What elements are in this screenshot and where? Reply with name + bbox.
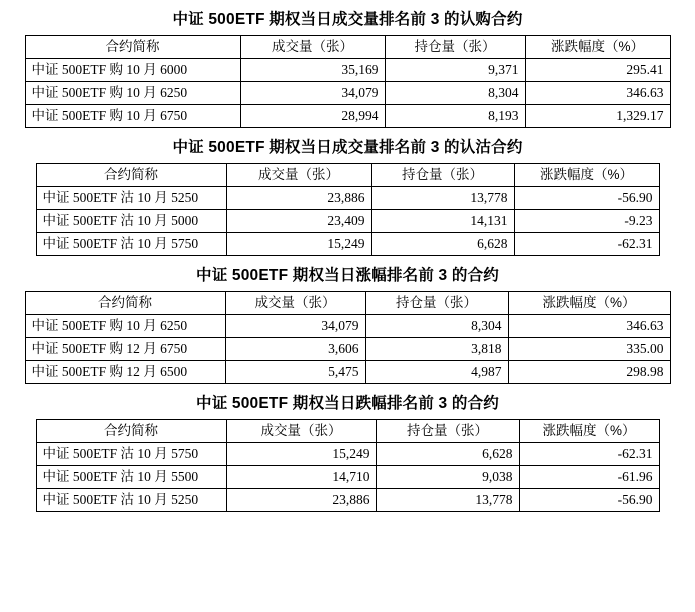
numeric-cell: 35,169 xyxy=(240,59,385,82)
numeric-cell: 23,886 xyxy=(226,187,371,210)
numeric-cell: 15,249 xyxy=(226,233,371,256)
table-row xyxy=(36,443,659,466)
column-header: 合约简称 xyxy=(36,164,226,187)
table-row xyxy=(25,338,670,361)
column-header: 涨跌幅度（%） xyxy=(514,164,659,187)
table-row xyxy=(36,233,659,256)
numeric-cell: 15,249 xyxy=(226,443,376,466)
contract-name-cell: 中证 500ETF 购 10 月 6250 xyxy=(25,315,225,338)
table-header-row xyxy=(25,292,670,315)
numeric-cell: 34,079 xyxy=(240,82,385,105)
numeric-cell: 14,710 xyxy=(226,466,376,489)
numeric-cell: -62.31 xyxy=(514,233,659,256)
column-header: 涨跌幅度（%） xyxy=(519,420,659,443)
section-title: 中证 500ETF 期权当日涨幅排名前 3 的合约 xyxy=(196,267,499,284)
table-row xyxy=(36,466,659,489)
column-header: 持仓量（张） xyxy=(385,36,525,59)
numeric-cell: 28,994 xyxy=(240,105,385,128)
contracts-table xyxy=(36,419,660,512)
report-section xyxy=(0,256,695,384)
contract-name-cell: 中证 500ETF 沽 10 月 5750 xyxy=(36,443,226,466)
numeric-cell: 1,329.17 xyxy=(525,105,670,128)
table-header-row xyxy=(36,164,659,187)
table-row xyxy=(36,210,659,233)
table-row xyxy=(25,59,670,82)
column-header: 涨跌幅度（%） xyxy=(525,36,670,59)
numeric-cell: -56.90 xyxy=(519,489,659,512)
section-title: 中证 500ETF 期权当日跌幅排名前 3 的合约 xyxy=(196,395,499,412)
table-row xyxy=(36,187,659,210)
table-row xyxy=(25,315,670,338)
numeric-cell: -56.90 xyxy=(514,187,659,210)
table-row xyxy=(36,489,659,512)
numeric-cell: 346.63 xyxy=(525,82,670,105)
numeric-cell: 8,193 xyxy=(385,105,525,128)
contract-name-cell: 中证 500ETF 购 10 月 6750 xyxy=(25,105,240,128)
numeric-cell: -61.96 xyxy=(519,466,659,489)
column-header: 持仓量（张） xyxy=(365,292,508,315)
numeric-cell: -9.23 xyxy=(514,210,659,233)
numeric-cell: -62.31 xyxy=(519,443,659,466)
numeric-cell: 9,038 xyxy=(376,466,519,489)
column-header: 合约简称 xyxy=(25,292,225,315)
numeric-cell: 6,628 xyxy=(371,233,514,256)
contracts-table xyxy=(36,163,660,256)
column-header: 成交量（张） xyxy=(240,36,385,59)
numeric-cell: 9,371 xyxy=(385,59,525,82)
column-header: 合约简称 xyxy=(36,420,226,443)
numeric-cell: 8,304 xyxy=(385,82,525,105)
column-header: 成交量（张） xyxy=(226,420,376,443)
numeric-cell: 34,079 xyxy=(225,315,365,338)
contract-name-cell: 中证 500ETF 购 10 月 6250 xyxy=(25,82,240,105)
contract-name-cell: 中证 500ETF 沽 10 月 5000 xyxy=(36,210,226,233)
numeric-cell: 3,818 xyxy=(365,338,508,361)
table-row xyxy=(25,105,670,128)
contract-name-cell: 中证 500ETF 沽 10 月 5250 xyxy=(36,489,226,512)
column-header: 成交量（张） xyxy=(226,164,371,187)
numeric-cell: 23,886 xyxy=(226,489,376,512)
contract-name-cell: 中证 500ETF 沽 10 月 5500 xyxy=(36,466,226,489)
numeric-cell: 4,987 xyxy=(365,361,508,384)
contract-name-cell: 中证 500ETF 购 12 月 6500 xyxy=(25,361,225,384)
table-row xyxy=(25,361,670,384)
numeric-cell: 346.63 xyxy=(508,315,670,338)
contract-name-cell: 中证 500ETF 购 10 月 6000 xyxy=(25,59,240,82)
numeric-cell: 295.41 xyxy=(525,59,670,82)
numeric-cell: 335.00 xyxy=(508,338,670,361)
table-header-row xyxy=(25,36,670,59)
contract-name-cell: 中证 500ETF 沽 10 月 5750 xyxy=(36,233,226,256)
column-header: 持仓量（张） xyxy=(371,164,514,187)
numeric-cell: 6,628 xyxy=(376,443,519,466)
numeric-cell: 13,778 xyxy=(376,489,519,512)
contracts-table xyxy=(25,35,671,128)
contract-name-cell: 中证 500ETF 沽 10 月 5250 xyxy=(36,187,226,210)
numeric-cell: 14,131 xyxy=(371,210,514,233)
column-header: 持仓量（张） xyxy=(376,420,519,443)
section-title: 中证 500ETF 期权当日成交量排名前 3 的认购合约 xyxy=(172,11,523,28)
column-header: 合约简称 xyxy=(25,36,240,59)
section-title: 中证 500ETF 期权当日成交量排名前 3 的认沽合约 xyxy=(172,139,523,156)
numeric-cell: 298.98 xyxy=(508,361,670,384)
numeric-cell: 3,606 xyxy=(225,338,365,361)
report-section xyxy=(0,0,695,128)
report-section xyxy=(0,128,695,256)
contracts-table xyxy=(25,291,671,384)
numeric-cell: 8,304 xyxy=(365,315,508,338)
table-row xyxy=(25,82,670,105)
column-header: 成交量（张） xyxy=(225,292,365,315)
report-section xyxy=(0,384,695,512)
contract-name-cell: 中证 500ETF 购 12 月 6750 xyxy=(25,338,225,361)
numeric-cell: 5,475 xyxy=(225,361,365,384)
numeric-cell: 13,778 xyxy=(371,187,514,210)
column-header: 涨跌幅度（%） xyxy=(508,292,670,315)
numeric-cell: 23,409 xyxy=(226,210,371,233)
table-header-row xyxy=(36,420,659,443)
